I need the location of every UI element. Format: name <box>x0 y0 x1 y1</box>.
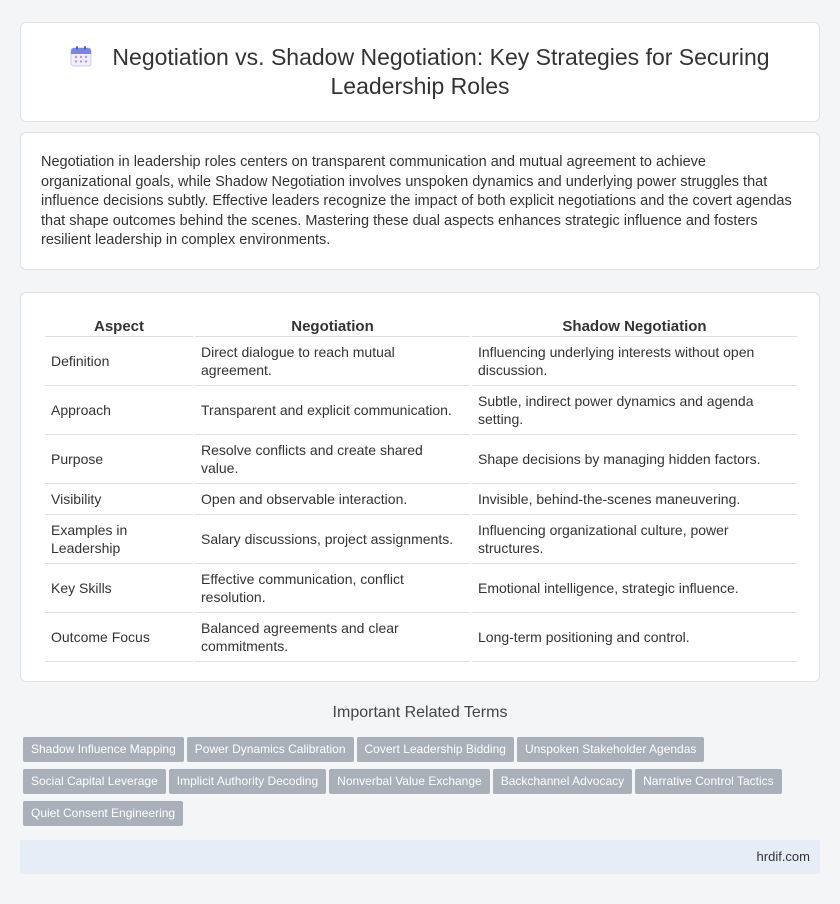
table-header-row <box>45 315 797 337</box>
cell-shadow: Subtle, indirect power dynamics and agenda setting. <box>472 386 797 435</box>
intro-paragraph: Negotiation in leadership roles centers on transparent communication and mutual agreement to achieve organizational goals, while Shadow Negotiation involves unspoken dynamics and underlying power struggles that influence decisions subtly. Effective leaders recognize the impact of both explicit negotiations and the covert agendas that shape outcomes behind the scenes. Mastering these dual aspects enhances strategic influence and fosters resilient leadership in complex environments. <box>41 154 792 248</box>
cell-aspect: Purpose <box>45 435 193 484</box>
table-row <box>45 435 797 484</box>
calendar-icon <box>70 45 92 67</box>
cell-shadow: Invisible, behind-the-scenes maneuvering. <box>472 484 797 515</box>
tag-unspoken-stakeholder-agendas[interactable]: Unspoken Stakeholder Agendas <box>517 737 704 762</box>
cell-negotiation: Balanced agreements and clear commitments. <box>195 613 470 662</box>
page-title <box>41 43 799 101</box>
comparison-card <box>20 292 820 682</box>
cell-aspect: Definition <box>45 337 193 386</box>
tag-implicit-authority-decoding[interactable]: Implicit Authority Decoding <box>169 769 326 794</box>
table-row <box>45 337 797 386</box>
tag-power-dynamics-calibration[interactable]: Power Dynamics Calibration <box>187 737 354 762</box>
related-tags <box>23 737 823 833</box>
cell-shadow: Influencing underlying interests without open discussion. <box>472 337 797 386</box>
table-row <box>45 484 797 515</box>
cell-shadow: Influencing organizational culture, power structures. <box>472 515 797 564</box>
header-aspect: Aspect <box>45 315 193 337</box>
cell-shadow: Long-term positioning and control. <box>472 613 797 662</box>
cell-aspect: Outcome Focus <box>45 613 193 662</box>
tag-covert-leadership-bidding[interactable]: Covert Leadership Bidding <box>357 737 514 762</box>
tag-nonverbal-value-exchange[interactable]: Nonverbal Value Exchange <box>329 769 490 794</box>
cell-shadow: Shape decisions by managing hidden factors. <box>472 435 797 484</box>
tag-quiet-consent-engineering[interactable]: Quiet Consent Engineering <box>23 801 183 826</box>
page-title-text: Negotiation vs. Shadow Negotiation: Key Strategies for Securing Leadership Roles <box>112 44 770 99</box>
tag-shadow-influence-mapping[interactable]: Shadow Influence Mapping <box>23 737 184 762</box>
cell-aspect: Visibility <box>45 484 193 515</box>
tag-narrative-control-tactics[interactable]: Narrative Control Tactics <box>635 769 782 794</box>
footer-site-link[interactable]: hrdif.com <box>756 849 810 864</box>
tag-backchannel-advocacy[interactable]: Backchannel Advocacy <box>493 769 632 794</box>
cell-negotiation: Open and observable interaction. <box>195 484 470 515</box>
cell-aspect: Key Skills <box>45 564 193 613</box>
cell-negotiation: Salary discussions, project assignments. <box>195 515 470 564</box>
table-row <box>45 386 797 435</box>
cell-negotiation: Transparent and explicit communication. <box>195 386 470 435</box>
cell-shadow: Emotional intelligence, strategic influence. <box>472 564 797 613</box>
related-terms-heading: Important Related Terms <box>332 704 508 721</box>
cell-negotiation: Direct dialogue to reach mutual agreement. <box>195 337 470 386</box>
cell-negotiation: Resolve conflicts and create shared value. <box>195 435 470 484</box>
title-card <box>20 22 820 122</box>
footer <box>20 840 820 874</box>
cell-aspect: Examples in Leadership <box>45 515 193 564</box>
table-row <box>45 613 797 662</box>
cell-aspect: Approach <box>45 386 193 435</box>
table-row <box>45 515 797 564</box>
tag-social-capital-leverage[interactable]: Social Capital Leverage <box>23 769 166 794</box>
intro-card <box>20 132 820 270</box>
header-negotiation: Negotiation <box>195 315 470 337</box>
cell-negotiation: Effective communication, conflict resolution. <box>195 564 470 613</box>
header-shadow-negotiation: Shadow Negotiation <box>472 315 797 337</box>
table-row <box>45 564 797 613</box>
comparison-table <box>43 315 799 662</box>
